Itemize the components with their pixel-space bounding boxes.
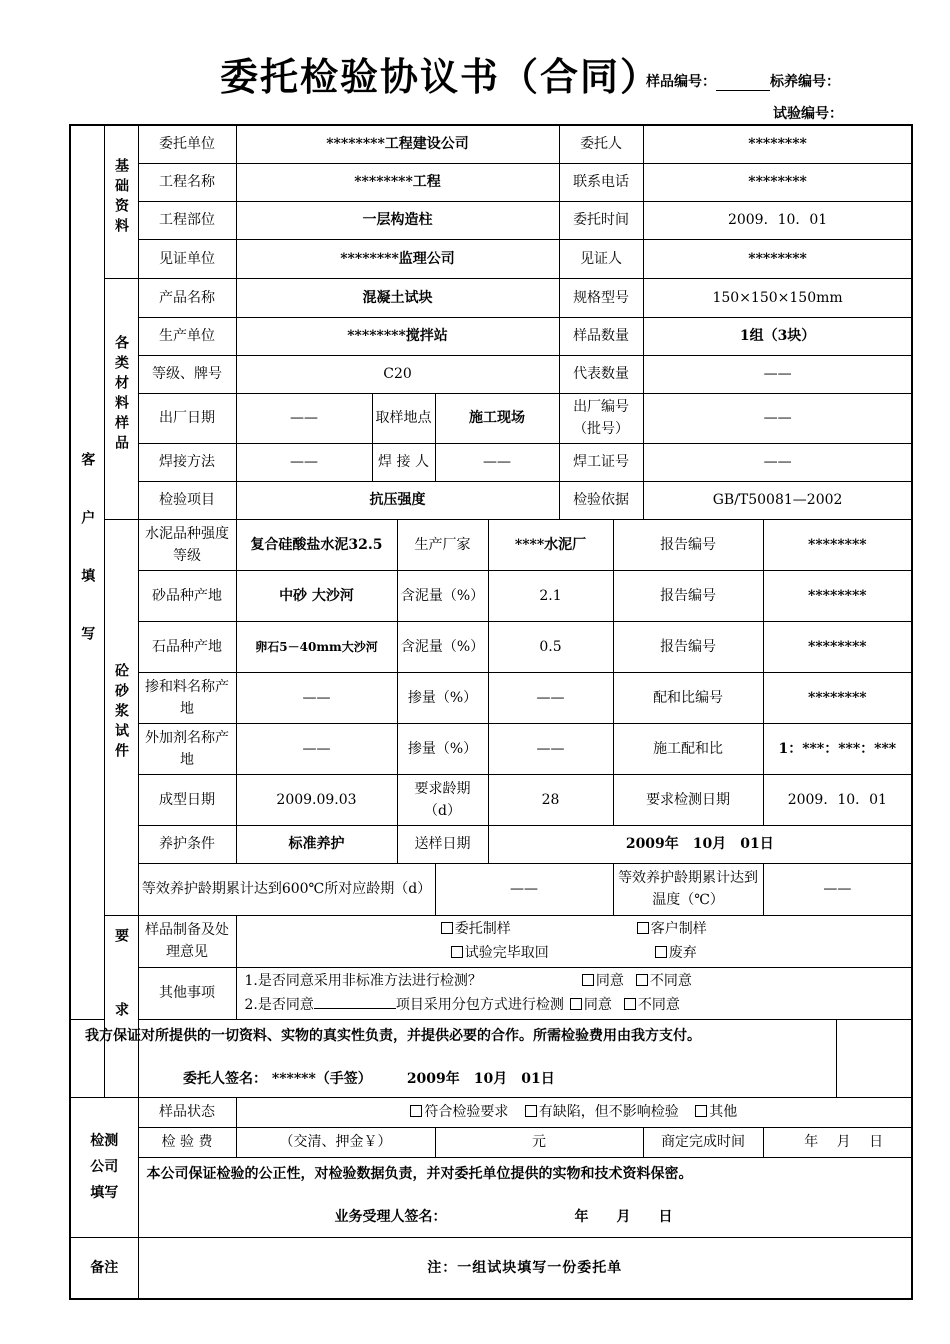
finish-label: 商定完成时间 [643, 1127, 763, 1157]
test-no-label: 试验编号： [773, 106, 843, 122]
welder-cert-label: 焊工证号 [559, 443, 643, 481]
additive-value[interactable]: —— [236, 723, 397, 774]
client-section-label: 客户填写 [70, 125, 104, 1019]
producer-value[interactable]: ********搅拌站 [236, 317, 559, 355]
lab-statement-cell [138, 1157, 912, 1237]
status-defect[interactable]: 有缺陷，但不影响检验 [525, 1100, 679, 1124]
sand-report-label: 报告编号 [613, 570, 763, 621]
age-value[interactable]: 28 [488, 774, 613, 825]
sampling-place-value[interactable]: 施工现场 [435, 393, 559, 443]
status-label: 样品状态 [138, 1097, 236, 1127]
welder-cert-value[interactable]: —— [643, 443, 912, 481]
prep-label: 样品制备及处理意见 [138, 915, 236, 967]
q2-item-blank[interactable] [314, 994, 396, 1009]
sand-report-value[interactable]: ******** [763, 570, 912, 621]
question-2b: 项目采用分包方式进行检测 [395, 997, 564, 1013]
mix-no-label: 配和比编号 [613, 672, 763, 723]
lab-section-label: 检测公司填写 [70, 1097, 138, 1237]
stone-report-value[interactable]: ******** [763, 621, 912, 672]
opt-customer-prep[interactable]: 客户制样 [637, 917, 707, 941]
client-signature[interactable]: 委托人签名： ******（手签） 2009年 10月 01日 [183, 1070, 555, 1087]
phone-value[interactable]: ******** [643, 163, 912, 201]
finish-date[interactable]: 年 月 日 [763, 1127, 912, 1157]
date-label: 委托时间 [559, 201, 643, 239]
equiv-temp-label: 等效养护龄期累计达到温度（℃） [613, 863, 763, 915]
admix-label: 掺和料名称产 地 [138, 672, 236, 723]
weld-method-value[interactable]: —— [236, 443, 372, 481]
question-1: 1.是否同意采用非标准方法进行检测？ [244, 973, 482, 989]
q1-disagree[interactable]: 不同意 [636, 969, 692, 993]
witness-person-label: 见证人 [559, 239, 643, 278]
curing-value[interactable]: 标准养护 [236, 825, 397, 863]
equiv-age-label: 等效养护龄期累计达到600℃所对应龄期（d） [138, 863, 435, 915]
site-mix-value[interactable]: 1：***：***：*** [763, 723, 912, 774]
project-label: 工程名称 [138, 163, 236, 201]
sample-no-blank[interactable] [716, 76, 770, 91]
cement-label: 水泥品种强度等级 [138, 519, 236, 570]
send-date-label: 送样日期 [397, 825, 488, 863]
part-value[interactable]: 一层构造柱 [236, 201, 559, 239]
test-no-field[interactable] [773, 103, 843, 123]
curing-label: 养护条件 [138, 825, 236, 863]
remarks-label: 备注 [70, 1237, 138, 1299]
site-mix-label: 施工配和比 [613, 723, 763, 774]
stone-mud-value[interactable]: 0.5 [488, 621, 613, 672]
weld-method-label: 焊接方法 [138, 443, 236, 481]
lab-statement: 本公司保证检验的公正性，对检验数据负责，并对委托单位提供的实物和技术资料保密。 [146, 1165, 693, 1182]
client-unit-value[interactable]: ********工程建设公司 [236, 125, 559, 163]
fee-label: 检 验 费 [138, 1127, 236, 1157]
rep-qty-value[interactable]: —— [643, 355, 912, 393]
client-statement-cell [70, 1019, 836, 1097]
factory-date-label: 出厂日期 [138, 393, 236, 443]
project-value[interactable]: ********工程 [236, 163, 559, 201]
factory-no-label: 出厂编号（批号） [559, 393, 643, 443]
other-label: 其他事项 [138, 967, 236, 1019]
cement-maker-value[interactable]: ****水泥厂 [488, 519, 613, 570]
client-person-label: 委托人 [559, 125, 643, 163]
contract-form [69, 124, 913, 1300]
opt-discard[interactable]: 废弃 [655, 941, 697, 965]
q2-agree[interactable]: 同意 [570, 993, 612, 1017]
admix-value[interactable]: —— [236, 672, 397, 723]
admix-dosage-label: 掺量（%） [397, 672, 488, 723]
test-date-label: 要求检测日期 [613, 774, 763, 825]
materials-section-label: 各类材料样品 [104, 278, 138, 519]
opt-client-prep[interactable]: 委托制样 [441, 917, 511, 941]
equiv-temp-value[interactable]: —— [763, 863, 912, 915]
status-options [236, 1097, 912, 1127]
spec-value[interactable]: 150×150×150mm [643, 278, 912, 317]
test-item-label: 检验项目 [138, 481, 236, 519]
witness-unit-value[interactable]: ********监理公司 [236, 239, 559, 278]
sample-no-label: 样品编号： [646, 74, 716, 90]
additive-label: 外加剂名称产 地 [138, 723, 236, 774]
product-label: 产品名称 [138, 278, 236, 317]
prep-options [236, 915, 912, 967]
sand-mud-label: 含泥量（%） [397, 570, 488, 621]
fee-note: （交清、押金￥） [236, 1127, 435, 1157]
fee-unit[interactable]: 元 [435, 1127, 643, 1157]
sampling-place-label: 取样地点 [372, 393, 435, 443]
lab-signature[interactable]: 业务受理人签名： 年 月 日 [334, 1208, 673, 1225]
qty-label: 样品数量 [559, 317, 643, 355]
stone-label: 石品种产地 [138, 621, 236, 672]
grade-label: 等级、牌号 [138, 355, 236, 393]
requirements-section-label: 要求 [104, 915, 138, 1097]
q1-agree[interactable]: 同意 [582, 969, 624, 993]
additive-dosage-value[interactable]: —— [488, 723, 613, 774]
basis-value[interactable]: GB/T50081—2002 [643, 481, 912, 519]
cast-date-label: 成型日期 [138, 774, 236, 825]
additive-dosage-label: 掺量（%） [397, 723, 488, 774]
stone-value[interactable]: 卵石5－40mm大沙河 [236, 621, 397, 672]
welder-value[interactable]: —— [435, 443, 559, 481]
factory-date-value[interactable]: —— [236, 393, 372, 443]
sample-no-field[interactable] [646, 71, 840, 91]
qty-value[interactable]: 1组（3块） [643, 317, 912, 355]
concrete-section-label: 砼砂浆试件 [104, 519, 138, 915]
sand-label: 砂品种产地 [138, 570, 236, 621]
cement-report-value[interactable]: ******** [763, 519, 912, 570]
spec-label: 规格型号 [559, 278, 643, 317]
test-date-value[interactable]: 2009．10．01 [763, 774, 912, 825]
client-unit-label: 委托单位 [138, 125, 236, 163]
page-title: 委托检验协议书（合同） [220, 54, 661, 99]
opt-retrieve[interactable]: 试验完毕取回 [451, 941, 549, 965]
client-statement: 我方保证对所提供的一切资料、实物的真实性负责，并提供必要的合作。所需检验费用由我方支付。 [85, 1027, 701, 1044]
cement-maker-label: 生产厂家 [397, 519, 488, 570]
cure-no-label: 标养编号： [770, 74, 840, 90]
phone-label: 联系电话 [559, 163, 643, 201]
client-person-value[interactable]: ******** [643, 125, 912, 163]
status-other[interactable]: 其他 [695, 1100, 737, 1124]
age-label: 要求龄期（d） [397, 774, 488, 825]
other-questions [236, 967, 912, 1019]
cast-date-value[interactable]: 2009.09.03 [236, 774, 397, 825]
welder-label: 焊 接 人 [372, 443, 435, 481]
rep-qty-label: 代表数量 [559, 355, 643, 393]
mix-no-value[interactable]: ******** [763, 672, 912, 723]
sand-mud-value[interactable]: 2.1 [488, 570, 613, 621]
part-label: 工程部位 [138, 201, 236, 239]
witness-unit-label: 见证单位 [138, 239, 236, 278]
question-2a: 2.是否同意 [244, 997, 314, 1013]
admix-dosage-value[interactable]: —— [488, 672, 613, 723]
basis-label: 检验依据 [559, 481, 643, 519]
q2-disagree[interactable]: 不同意 [624, 993, 680, 1017]
basic-section-label: 基础资料 [104, 125, 138, 278]
cement-report-label: 报告编号 [613, 519, 763, 570]
product-value[interactable]: 混凝土试块 [236, 278, 559, 317]
factory-no-value[interactable]: —— [643, 393, 912, 443]
stone-report-label: 报告编号 [613, 621, 763, 672]
grade-value[interactable]: C20 [236, 355, 559, 393]
witness-person-value[interactable]: ******** [643, 239, 912, 278]
remarks-note[interactable]: 注：一组试块填写一份委托单 [138, 1237, 912, 1299]
cement-value[interactable]: 复合硅酸盐水泥32.5 [236, 519, 397, 570]
date-value[interactable]: 2009．10．01 [643, 201, 912, 239]
equiv-age-value[interactable]: —— [435, 863, 613, 915]
producer-label: 生产单位 [138, 317, 236, 355]
status-ok[interactable]: 符合检验要求 [410, 1100, 508, 1124]
send-date-value[interactable]: 2009年 10月 01日 [488, 825, 912, 863]
sand-value[interactable]: 中砂 大沙河 [236, 570, 397, 621]
stone-mud-label: 含泥量（%） [397, 621, 488, 672]
test-item-value[interactable]: 抗压强度 [236, 481, 559, 519]
